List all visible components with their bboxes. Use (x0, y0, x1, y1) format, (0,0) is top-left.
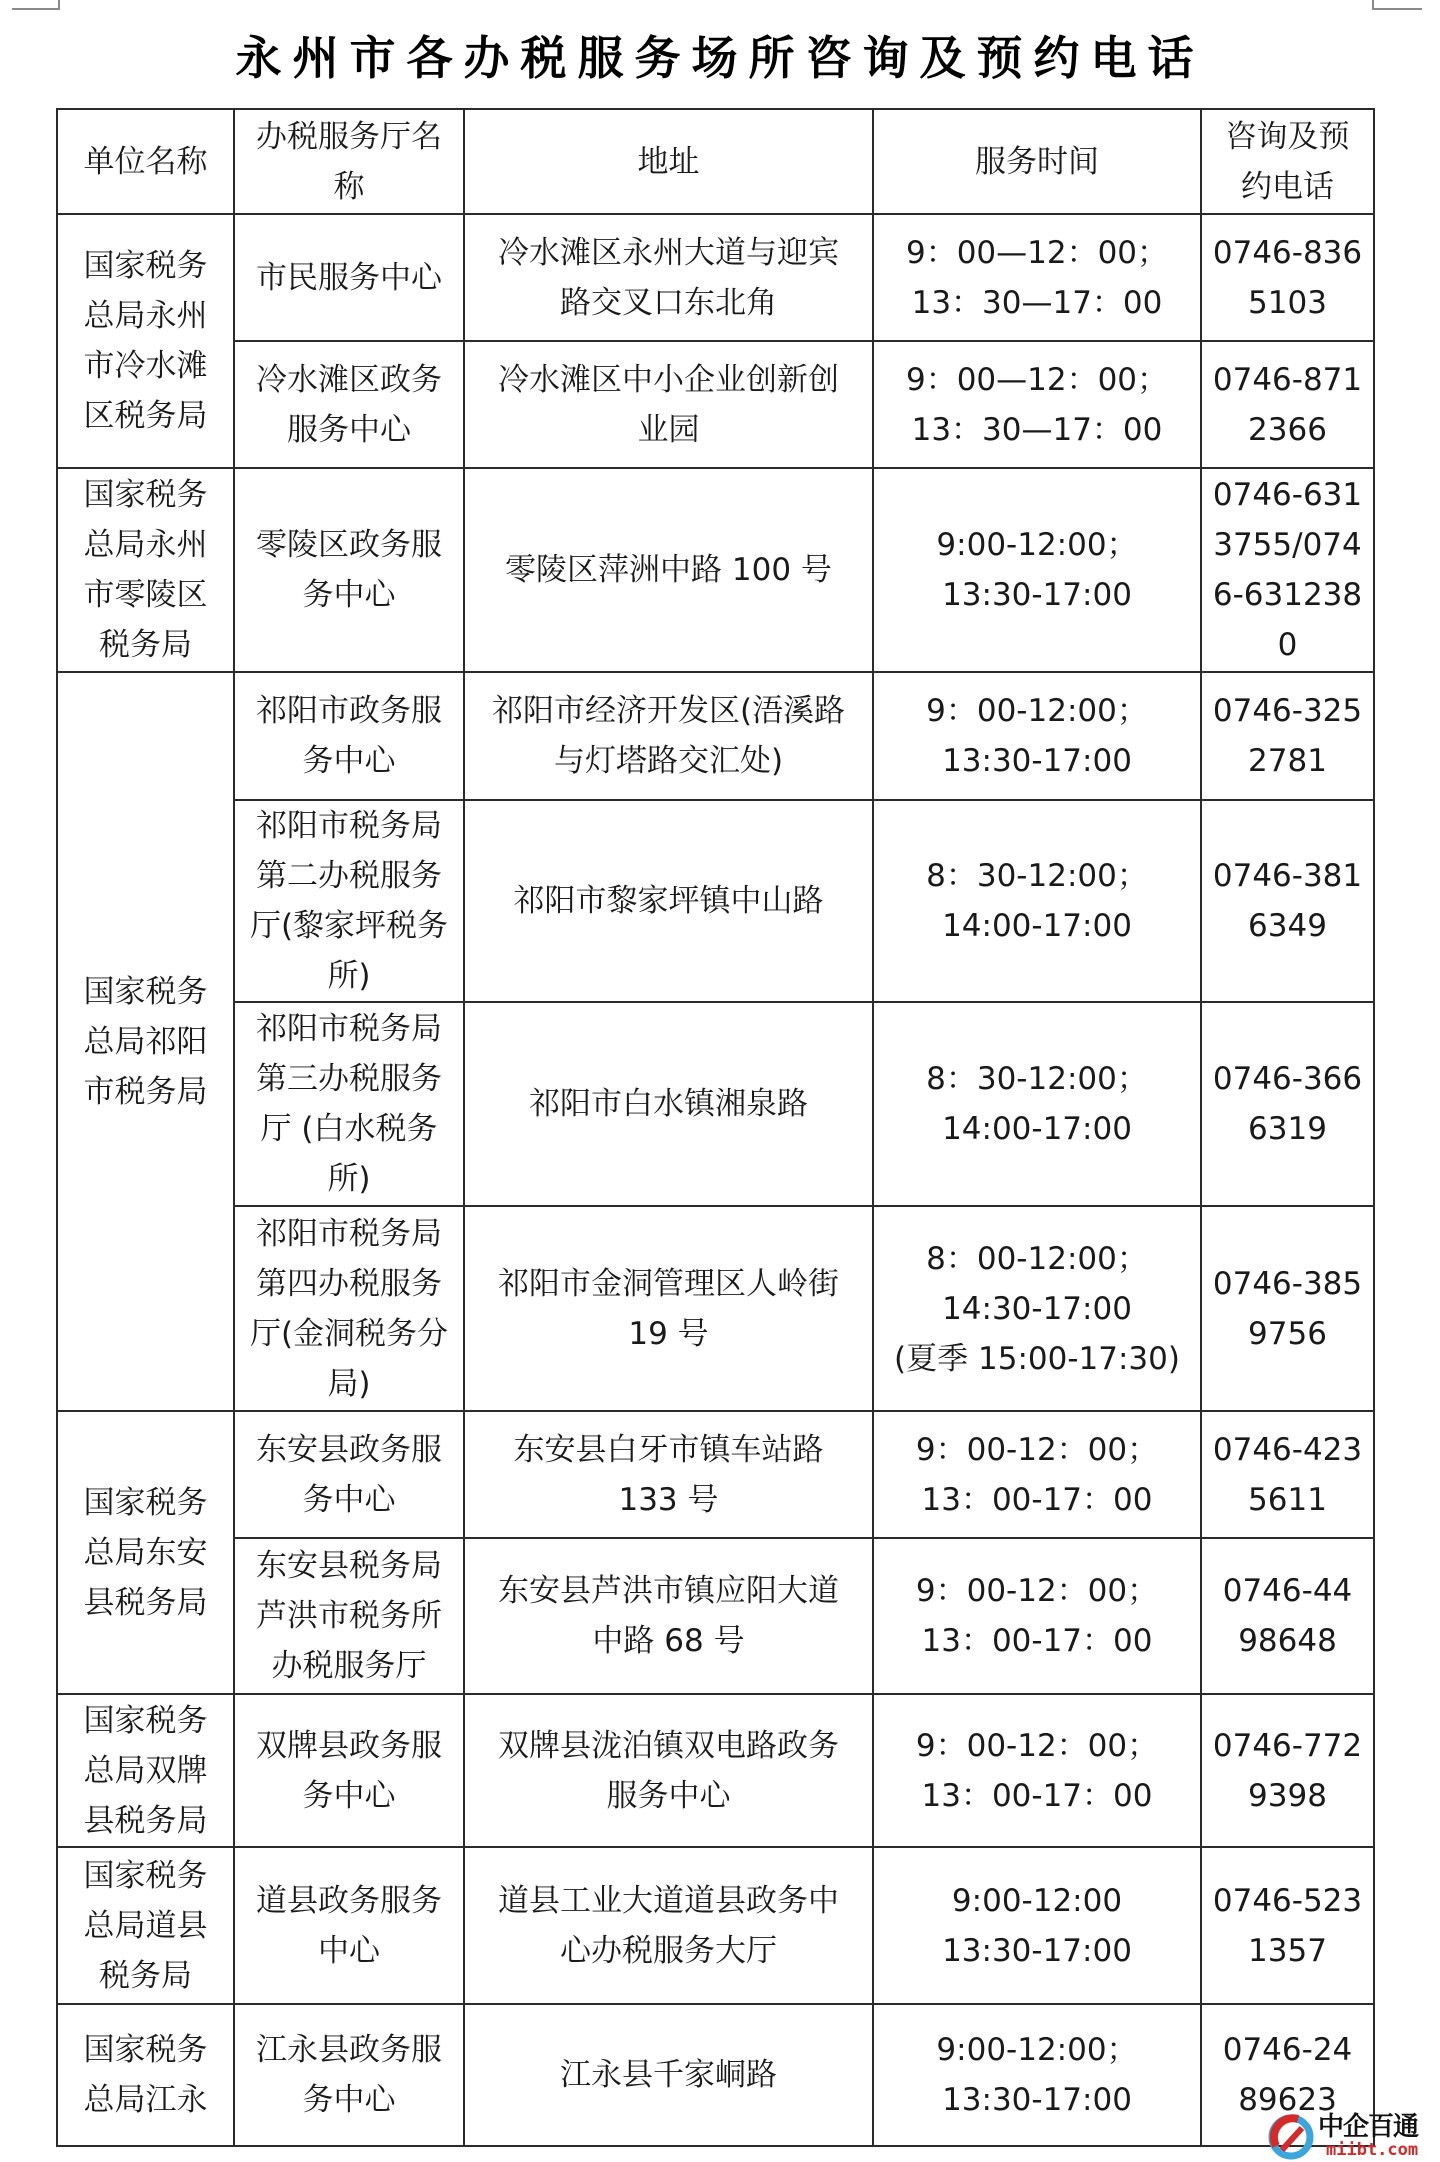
service-hours-cell (873, 1206, 1201, 1411)
address-cell-text: 祁阳市白水镇湘泉路 (529, 1086, 808, 1122)
service-hours-cell-text: 13：00-17：00 (921, 1623, 1153, 1659)
phone-cell-text: 9756 (1248, 1315, 1327, 1352)
address-cell (464, 800, 873, 1002)
hall-name-cell-text: 江永县政务服 (256, 2032, 442, 2068)
service-hours-cell (873, 1002, 1201, 1206)
service-hours-cell-text: 9:00-12:00； (936, 527, 1138, 563)
phone-cell (1201, 672, 1374, 800)
hall-name-cell (234, 2004, 464, 2146)
phone-cell-text: 6-631238 (1212, 577, 1363, 613)
hall-name-cell-text: 厅(金洞税务分 (249, 1315, 449, 1352)
column-header (57, 109, 234, 214)
hall-name-cell-text: 办税服务厅 (271, 1648, 427, 1684)
unit-name-cell-text: 总局东安 (83, 1534, 208, 1571)
service-hours-cell-text: 13：00-17：00 (921, 1481, 1153, 1518)
service-hours-cell-text: 9：00-12:00； (926, 693, 1148, 729)
phone-cell-text: 98648 (1238, 1623, 1337, 1659)
service-hours-cell (873, 1847, 1201, 2004)
phone-cell (1201, 1847, 1374, 2004)
hall-name-cell-text: 服务中心 (287, 411, 411, 448)
unit-name-cell-text: 总局道县 (83, 1907, 208, 1944)
address-cell-text: 路交叉口东北角 (560, 284, 777, 321)
phone-cell-text: 0746-44 (1222, 1573, 1353, 1609)
phone-cell (1201, 1538, 1374, 1694)
unit-name-cell-text: 国家税务 (83, 1484, 208, 1521)
unit-name-cell-text: 总局双牌 (83, 1752, 208, 1789)
phone-cell-text: 0746-385 (1212, 1265, 1363, 1302)
phone-cell-text: 0746-871 (1212, 361, 1363, 398)
address-cell-text: 冷水滩区中小企业创新创 (498, 361, 839, 398)
unit-name-cell (57, 468, 234, 672)
service-hours-cell (873, 1694, 1201, 1847)
hall-name-cell-text: 厅 (白水税务 (260, 1111, 438, 1147)
service-hours-cell-text: 14:00-17:00 (942, 1111, 1132, 1147)
hall-name-cell-text: 东安县税务局 (256, 1548, 442, 1584)
phone-cell (1201, 1411, 1374, 1538)
service-hours-cell-text: 8：30-12:00； (926, 858, 1148, 894)
phone-cell-text: 3755/074 (1213, 527, 1362, 563)
hall-name-cell-text: 厅(黎家坪税务 (249, 908, 449, 944)
address-cell-text: 133 号 (618, 1481, 719, 1518)
address-cell (464, 341, 873, 468)
service-hours-cell-text: 9:00-12:00； (936, 2032, 1138, 2068)
hall-name-cell-text: 祁阳市税务局 (256, 808, 442, 844)
phone-cell (1201, 800, 1374, 1002)
phone-cell-text: 0746-836 (1212, 234, 1363, 271)
phone-cell-text: 5611 (1248, 1481, 1327, 1518)
unit-name-cell-text: 市税务局 (83, 1073, 208, 1110)
address-cell (464, 1694, 873, 1847)
column-header-text: 咨询及预 (1225, 118, 1350, 155)
crop-mark-top-right (1372, 0, 1422, 10)
service-hours-cell-text: 8：30-12:00； (926, 1061, 1148, 1097)
address-cell-text: 与灯塔路交汇处) (553, 743, 784, 779)
phone-cell (1201, 1002, 1374, 1206)
hall-name-cell (234, 672, 464, 800)
service-hours-cell-text: 13:30-17:00 (942, 743, 1132, 779)
hall-name-cell (234, 800, 464, 1002)
service-hours-cell-text: (夏季 15:00-17:30) (894, 1340, 1180, 1377)
unit-name-cell-text: 市零陵区 (83, 577, 208, 613)
hall-name-cell-text: 务中心 (302, 743, 396, 779)
address-cell-text: 东安县白牙市镇车站路 (513, 1431, 824, 1468)
service-hours-cell-text: 13：30—17：00 (911, 411, 1163, 448)
phone-cell-text: 2781 (1248, 743, 1327, 779)
address-cell-text: 冷水滩区永州大道与迎宾 (498, 234, 839, 271)
address-cell (464, 1206, 873, 1411)
page-title: 永州市各办税服务场所咨询及预约电话 (235, 31, 1205, 85)
address-cell (464, 1002, 873, 1206)
hall-name-cell (234, 1411, 464, 1538)
service-hours-cell (873, 341, 1201, 468)
unit-name-cell-text: 税务局 (99, 627, 192, 663)
address-cell (464, 2004, 873, 2146)
phone-cell (1201, 468, 1374, 672)
hall-name-cell-text: 冷水滩区政务 (256, 361, 442, 398)
service-hours-cell (873, 1411, 1201, 1538)
address-cell-text: 祁阳市黎家坪镇中山路 (513, 883, 824, 919)
phone-cell-text: 5103 (1248, 284, 1327, 321)
hall-name-cell-text: 第三办税服务 (256, 1061, 442, 1097)
table-row (57, 1538, 1374, 1694)
hall-name-cell (234, 1002, 464, 1206)
hall-name-cell (234, 1538, 464, 1694)
table-row (57, 214, 1374, 341)
watermark-logo-icon (1268, 2112, 1314, 2162)
address-cell-text: 19 号 (628, 1315, 709, 1352)
unit-name-cell-text: 区税务局 (83, 398, 208, 434)
address-cell (464, 1411, 873, 1538)
unit-name-cell (57, 672, 234, 1411)
service-hours-cell-text: 13:30-17:00 (942, 1932, 1132, 1969)
service-hours-cell (873, 1538, 1201, 1694)
hall-name-cell-text: 务中心 (302, 577, 396, 613)
address-cell (464, 214, 873, 341)
address-cell (464, 468, 873, 672)
phone-cell-text: 0746-381 (1212, 858, 1363, 894)
table-row (57, 1847, 1374, 2004)
unit-name-cell-text: 总局祁阳 (83, 1023, 208, 1060)
phone-cell (1201, 1694, 1374, 1847)
service-hours-cell (873, 2004, 1201, 2146)
table-row (57, 1694, 1374, 1847)
unit-name-cell-text: 税务局 (99, 1957, 192, 1994)
column-header (873, 109, 1201, 214)
phone-cell-text: 6319 (1248, 1111, 1327, 1147)
tax-office-table (56, 108, 1375, 2147)
column-header (464, 109, 873, 214)
unit-name-cell (57, 2004, 234, 2146)
service-hours-cell-text: 9：00-12：00； (915, 1431, 1159, 1468)
hall-name-cell (234, 1694, 464, 1847)
unit-name-cell-text: 国家税务 (83, 477, 208, 513)
service-hours-cell-text: 13：30—17：00 (911, 284, 1163, 321)
phone-cell-text: 0746-631 (1212, 477, 1363, 513)
phone-cell-text: 0 (1277, 627, 1298, 663)
hall-name-cell (234, 468, 464, 672)
hall-name-cell-text: 第二办税服务 (256, 858, 442, 894)
column-header (1201, 109, 1374, 214)
column-header-text: 服务时间 (975, 143, 1099, 180)
hall-name-cell (234, 341, 464, 468)
phone-cell (1201, 214, 1374, 341)
service-hours-cell-text: 14:30-17:00 (942, 1290, 1132, 1327)
phone-cell-text: 2366 (1248, 411, 1327, 448)
phone-cell-text: 0746-423 (1212, 1431, 1363, 1468)
service-hours-cell-text: 13:30-17:00 (942, 577, 1132, 613)
service-hours-cell-text: 9:00-12:00 (951, 1882, 1123, 1919)
address-cell-text: 零陵区萍洲中路 100 号 (505, 552, 832, 588)
header-row (57, 109, 1374, 214)
service-hours-cell (873, 468, 1201, 672)
service-hours-cell-text: 13:30-17:00 (942, 2082, 1132, 2118)
hall-name-cell-text: 芦洪市税务所 (256, 1598, 442, 1634)
phone-cell-text: 9398 (1248, 1777, 1327, 1814)
watermark-url: miibt.com (1326, 2140, 1419, 2160)
address-cell-text: 中路 68 号 (592, 1623, 745, 1659)
address-cell-text: 双牌县泷泊镇双电路政务 (498, 1727, 839, 1764)
table-row (57, 1411, 1374, 1538)
service-hours-cell-text: 14:00-17:00 (942, 908, 1132, 944)
address-cell (464, 1847, 873, 2004)
column-header-text: 称 (333, 168, 365, 205)
table-row (57, 341, 1374, 468)
service-hours-cell-text: 13：00-17：00 (921, 1777, 1153, 1814)
address-cell (464, 1538, 873, 1694)
column-header-text: 办税服务厅名 (256, 118, 442, 155)
unit-name-cell-text: 国家税务 (83, 1702, 208, 1739)
service-hours-cell-text: 9：00—12：00； (905, 234, 1169, 271)
address-cell-text: 道县工业大道道县政务中 (498, 1882, 839, 1919)
hall-name-cell-text: 中心 (318, 1932, 380, 1969)
phone-cell-text: 0746-523 (1212, 1882, 1363, 1919)
unit-name-cell-text: 市冷水滩 (83, 348, 208, 384)
phone-cell-text: 6349 (1248, 908, 1327, 944)
address-cell-text: 心办税服务大厅 (560, 1932, 777, 1969)
table-row (57, 800, 1374, 1002)
address-cell (464, 672, 873, 800)
hall-name-cell-text: 第四办税服务 (256, 1265, 442, 1302)
unit-name-cell-text: 国家税务 (83, 2032, 208, 2068)
unit-name-cell-text: 总局永州 (83, 527, 208, 563)
phone-cell-text: 1357 (1248, 1932, 1327, 1969)
address-cell-text: 祁阳市金洞管理区人岭街 (498, 1265, 839, 1302)
hall-name-cell-text: 务中心 (302, 2082, 396, 2118)
hall-name-cell-text: 务中心 (302, 1777, 396, 1814)
hall-name-cell-text: 务中心 (302, 1481, 396, 1518)
address-cell-text: 服务中心 (606, 1777, 731, 1814)
service-hours-cell-text: 9：00-12：00； (915, 1727, 1159, 1764)
address-cell-text: 业园 (637, 411, 700, 448)
phone-cell-text: 0746-24 (1222, 2032, 1353, 2068)
hall-name-cell-text: 道县政务服务 (256, 1882, 442, 1919)
table-row (57, 672, 1374, 800)
hall-name-cell-text: 祁阳市税务局 (256, 1011, 442, 1047)
hall-name-cell-text: 局) (327, 1365, 371, 1402)
unit-name-cell (57, 1847, 234, 2004)
table-row (57, 1206, 1374, 1411)
service-hours-cell (873, 672, 1201, 800)
column-header (234, 109, 464, 214)
service-hours-cell-text: 9：00-12：00； (915, 1573, 1159, 1609)
hall-name-cell (234, 214, 464, 341)
unit-name-cell-text: 县税务局 (83, 1584, 208, 1621)
address-cell-text: 祁阳市经济开发区(浯溪路 (491, 693, 846, 729)
hall-name-cell-text: 双牌县政务服 (256, 1727, 442, 1764)
hall-name-cell-text: 零陵区政务服 (256, 527, 442, 563)
table-row (57, 468, 1374, 672)
hall-name-cell-text: 所) (327, 958, 371, 994)
phone-cell-text: 0746-366 (1212, 1061, 1363, 1097)
unit-name-cell-text: 总局江永 (83, 2082, 208, 2118)
unit-name-cell-text: 国家税务 (83, 1857, 208, 1894)
hall-name-cell-text: 市民服务中心 (256, 259, 442, 296)
phone-cell-text: 0746-772 (1212, 1727, 1363, 1764)
hall-name-cell (234, 1847, 464, 2004)
watermark-name: 中企百通 (1318, 2112, 1419, 2142)
hall-name-cell-text: 所) (327, 1161, 371, 1197)
table-row (57, 1002, 1374, 1206)
hall-name-cell-text: 祁阳市税务局 (256, 1215, 442, 1252)
phone-cell (1201, 1206, 1374, 1411)
watermark (1268, 2112, 1440, 2162)
service-hours-cell-text: 8：00-12:00； (926, 1240, 1148, 1277)
service-hours-cell (873, 800, 1201, 1002)
column-header-text: 单位名称 (83, 143, 208, 180)
service-hours-cell-text: 9：00—12：00； (905, 361, 1169, 398)
unit-name-cell (57, 1694, 234, 1847)
phone-cell (1201, 341, 1374, 468)
unit-name-cell (57, 1411, 234, 1694)
unit-name-cell (57, 214, 234, 468)
unit-name-cell-text: 国家税务 (83, 973, 208, 1010)
hall-name-cell-text: 东安县政务服 (256, 1431, 442, 1468)
address-cell-text: 东安县芦洪市镇应阳大道 (498, 1573, 839, 1609)
unit-name-cell-text: 县税务局 (83, 1802, 208, 1839)
phone-cell-text: 0746-325 (1212, 693, 1363, 729)
unit-name-cell-text: 国家税务 (83, 248, 208, 284)
phone-cell-text: 89623 (1238, 2082, 1337, 2118)
table-row (57, 2004, 1374, 2146)
hall-name-cell (234, 1206, 464, 1411)
unit-name-cell-text: 总局永州 (83, 298, 208, 334)
service-hours-cell (873, 214, 1201, 341)
address-cell-text: 江永县千家峒路 (560, 2057, 777, 2093)
crop-mark-top-left (12, 0, 60, 10)
hall-name-cell-text: 祁阳市政务服 (256, 693, 442, 729)
column-header-text: 地址 (637, 143, 700, 180)
column-header-text: 约电话 (1241, 168, 1334, 205)
